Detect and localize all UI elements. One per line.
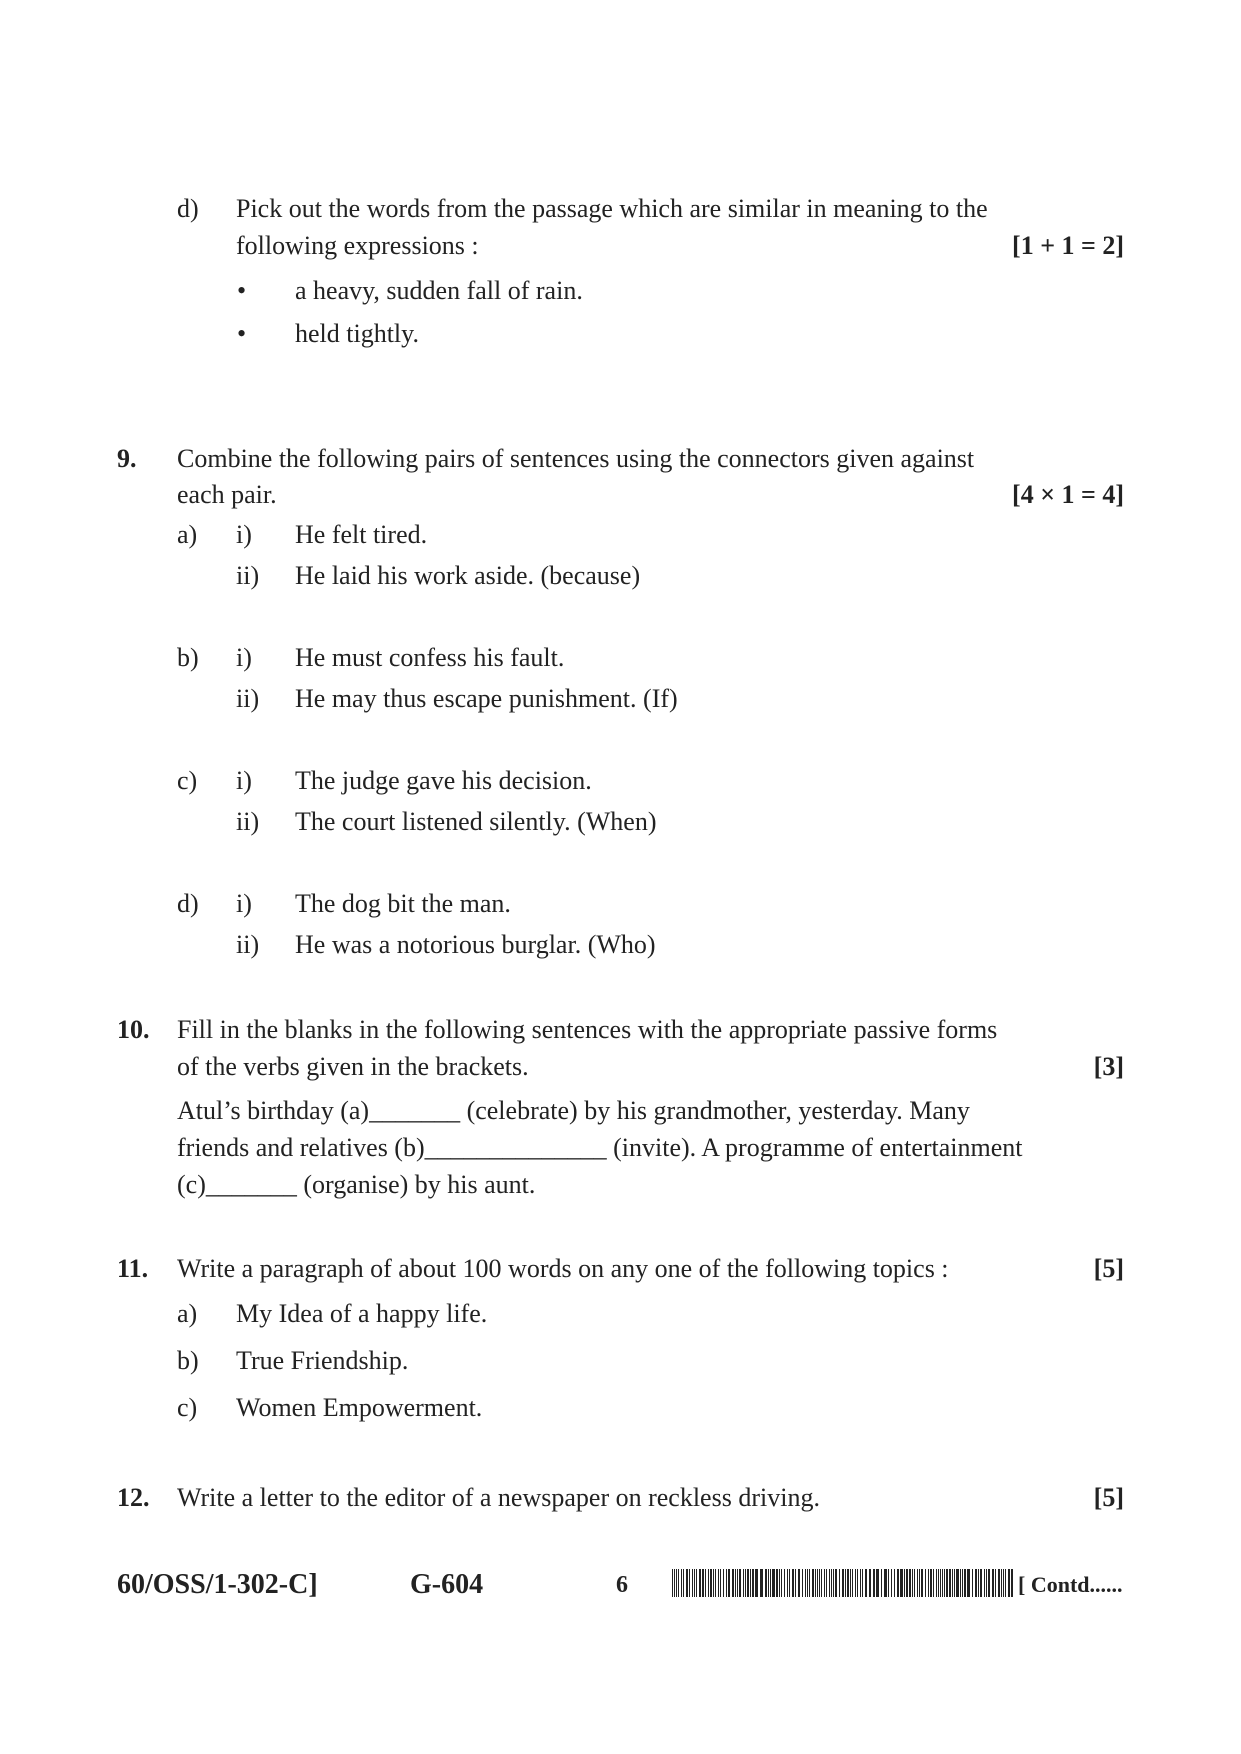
q8d-line1: Pick out the words from the passage which are similar in meaning to the (236, 194, 988, 223)
footer-page-number: 6 (616, 1572, 628, 1598)
q9-line1: Combine the following pairs of sentences using the connectors given against (177, 444, 975, 473)
q10-marks: [3] (1093, 1052, 1124, 1081)
q11-number: 11. (117, 1254, 149, 1283)
footer-paper-code: 60/OSS/1-302-C] (117, 1569, 318, 1600)
q9d-i-label: i) (236, 889, 252, 918)
q11-marks: [5] (1093, 1254, 1124, 1283)
q12-line1: Write a letter to the editor of a newspaper on reckless driving. (177, 1483, 820, 1512)
q9a-i-label: i) (236, 520, 252, 549)
q11c-text: Women Empowerment. (236, 1393, 483, 1422)
q9d-label: d) (177, 889, 199, 918)
q8d-line2: following expressions : (236, 231, 479, 260)
q9a-label: a) (177, 520, 198, 549)
q10-line1: Fill in the blanks in the following sentences with the appropriate passive forms (177, 1015, 998, 1044)
q11b-label: b) (177, 1346, 199, 1375)
q12-marks: [5] (1093, 1483, 1124, 1512)
q9c-i-label: i) (236, 766, 252, 795)
q12-number: 12. (117, 1483, 150, 1512)
q9b-i-label: i) (236, 643, 252, 672)
q8d-marks: [1 + 1 = 2] (1012, 231, 1124, 260)
q11-line1: Write a paragraph of about 100 words on any one of the following topics : (177, 1254, 949, 1283)
q11a-label: a) (177, 1299, 198, 1328)
q10-number: 10. (117, 1015, 150, 1044)
q10-para-line1: Atul’s birthday (a)_______ (celebrate) by his grandmother, yesterday. Many (177, 1096, 970, 1125)
bullet-icon: • (237, 276, 247, 305)
q9c-i-text: The judge gave his decision. (295, 766, 592, 795)
barcode-icon (672, 1569, 1015, 1597)
q9b-i-text: He must confess his fault. (295, 643, 565, 672)
q9c-ii-label: ii) (236, 807, 260, 836)
q9-number: 9. (117, 444, 137, 473)
q9d-i-text: The dog bit the man. (295, 889, 511, 918)
q10-para-line2: friends and relatives (b)______________ (invite). A programme of entertainment (177, 1133, 1023, 1162)
q11c-label: c) (177, 1393, 198, 1422)
q9c-label: c) (177, 766, 198, 795)
q11b-text: True Friendship. (236, 1346, 409, 1375)
q9b-ii-text: He may thus escape punishment. (If) (295, 684, 678, 713)
q9d-ii-text: He was a notorious burglar. (Who) (295, 930, 656, 959)
q9a-i-text: He felt tired. (295, 520, 428, 549)
q10-line2: of the verbs given in the brackets. (177, 1052, 529, 1081)
q9a-ii-label: ii) (236, 561, 260, 590)
q9-line2: each pair. (177, 480, 277, 509)
bullet-icon: • (237, 319, 247, 348)
footer-contd: [ Contd...... (1018, 1572, 1123, 1597)
q9d-ii-label: ii) (236, 930, 260, 959)
q8d-bullet-2: held tightly. (295, 319, 419, 348)
footer-series: G-604 (410, 1569, 484, 1600)
q8d-label: d) (177, 194, 199, 223)
q9-marks: [4 × 1 = 4] (1012, 480, 1124, 509)
q8d-bullet-1: a heavy, sudden fall of rain. (295, 276, 583, 305)
q9b-ii-label: ii) (236, 684, 260, 713)
q9b-label: b) (177, 643, 199, 672)
q9a-ii-text: He laid his work aside. (because) (295, 561, 641, 590)
q10-para-line3: (c)_______ (organise) by his aunt. (177, 1170, 536, 1199)
q9c-ii-text: The court listened silently. (When) (295, 807, 657, 836)
q11a-text: My Idea of a happy life. (236, 1299, 488, 1328)
